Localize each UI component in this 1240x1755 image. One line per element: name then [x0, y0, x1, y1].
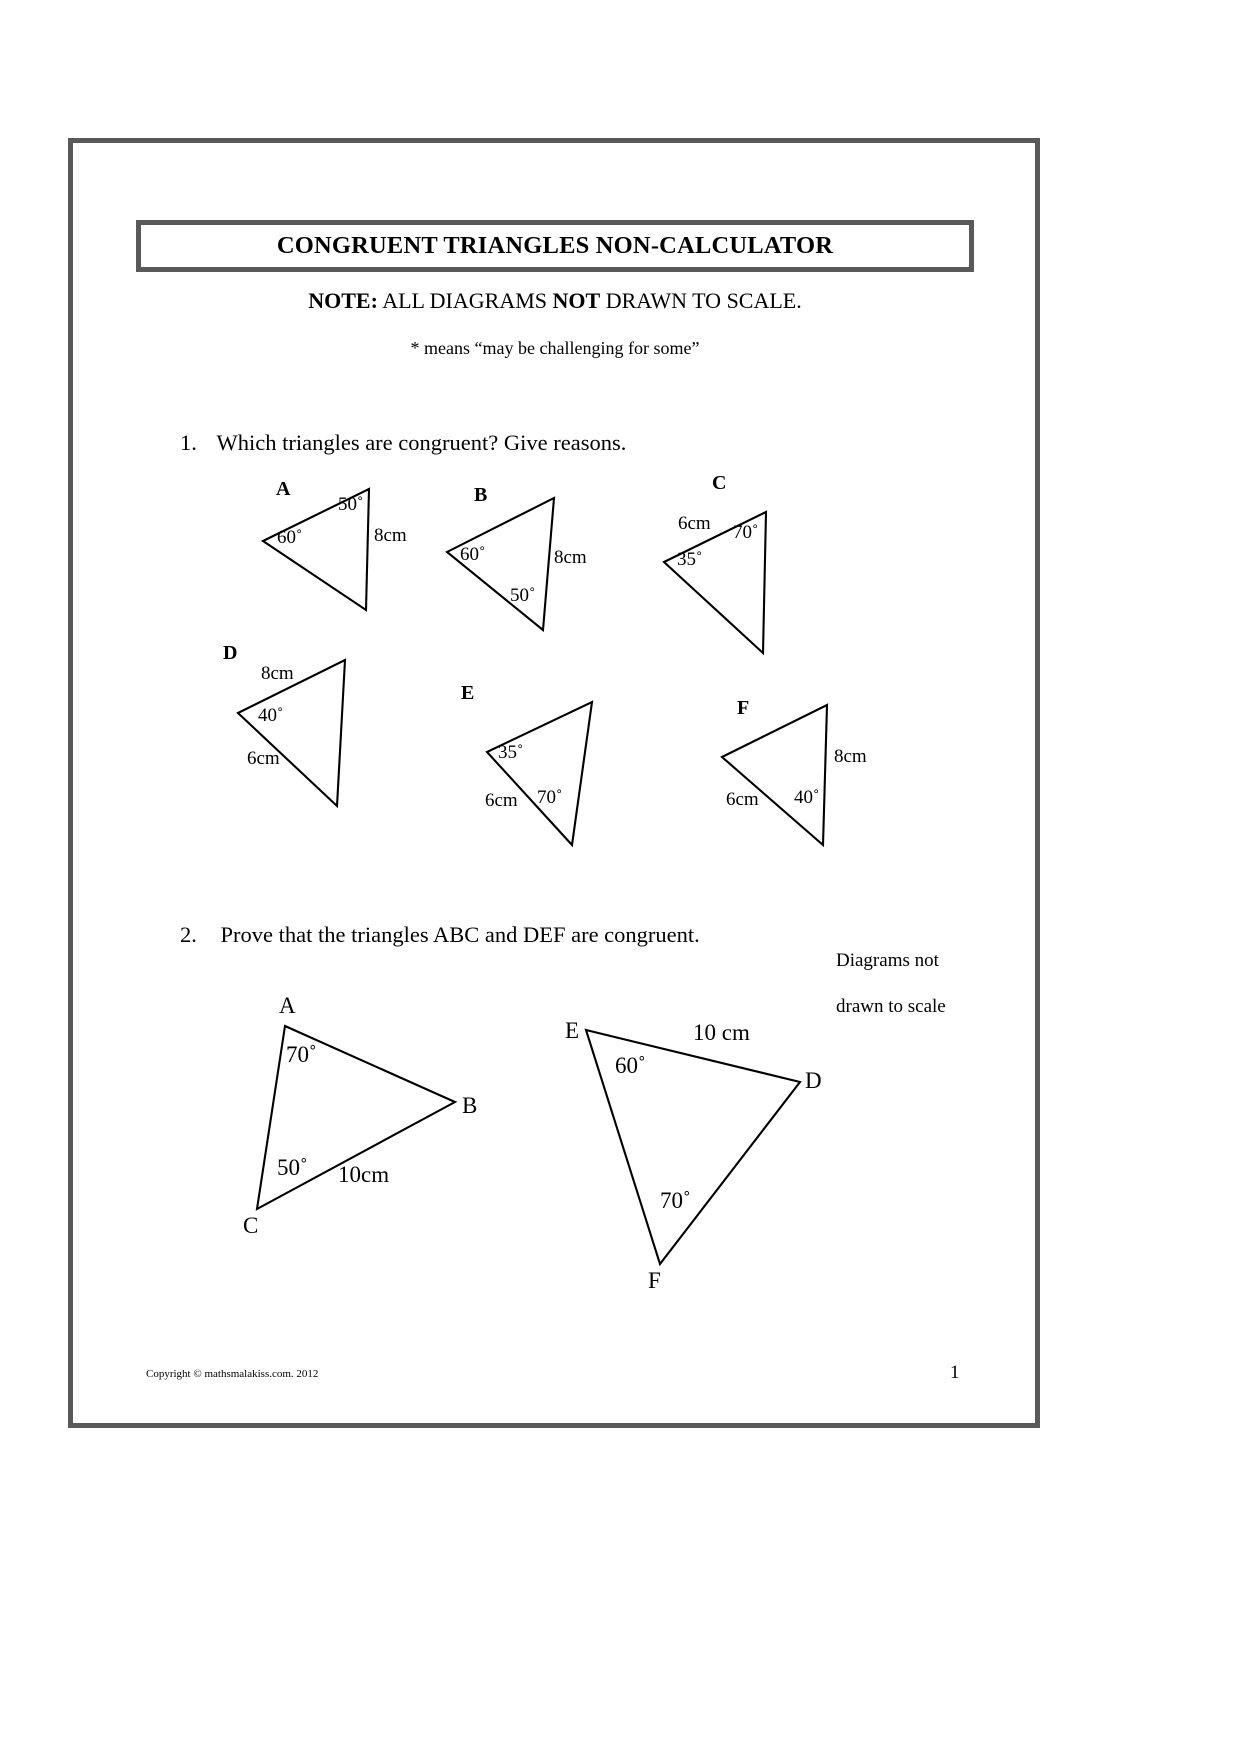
- triangle-b-annotation-2: 50˚: [510, 585, 536, 606]
- vertex-label-f: F: [648, 1268, 661, 1293]
- footer-copyright: Copyright © mathsmalakiss.com. 2012: [146, 1368, 319, 1380]
- page-border: [68, 138, 1040, 1428]
- triangle-e-annotation-2: 70˚: [537, 787, 563, 808]
- triangle-a-annotation-2: 8cm: [374, 525, 407, 546]
- triangle-def-annotation-0: 10 cm: [693, 1020, 750, 1045]
- note-prefix: NOTE:: [308, 288, 378, 313]
- triangle-abc-annotation-2: 10cm: [338, 1162, 390, 1187]
- triangle-c-label: C: [712, 472, 727, 494]
- note-body-second: DRAWN TO SCALE.: [600, 288, 802, 313]
- vertex-label-e: E: [565, 1018, 580, 1043]
- question-1-text: Which triangles are congruent? Give reasons.: [216, 430, 627, 455]
- triangle-c-annotation-2: 35˚: [677, 549, 703, 570]
- triangle-e-annotation-1: 6cm: [485, 790, 518, 811]
- triangle-a-label: A: [276, 478, 291, 500]
- triangle-d-annotation-0: 8cm: [261, 663, 294, 684]
- triangle-def-annotation-2: 70˚: [660, 1188, 691, 1213]
- diagram-note-line-2: drawn to scale: [836, 996, 946, 1017]
- triangle-e-annotation-0: 35˚: [498, 742, 524, 763]
- title-box: [136, 220, 974, 272]
- triangle-f-annotation-2: 40˚: [794, 787, 820, 808]
- question-2: [180, 922, 700, 948]
- triangle-abc-annotation-1: 50˚: [277, 1155, 308, 1180]
- triangle-e-label: E: [461, 682, 475, 704]
- triangle-a-annotation-1: 60˚: [277, 527, 303, 548]
- question-2-number: 2.: [180, 922, 197, 947]
- triangle-f-annotation-1: 6cm: [726, 789, 759, 810]
- triangle-d-annotation-2: 6cm: [247, 748, 280, 769]
- triangle-f-annotation-0: 8cm: [834, 746, 867, 767]
- vertex-label-b: B: [462, 1093, 478, 1118]
- footer-page-number: 1: [950, 1362, 960, 1383]
- triangle-b-annotation-1: 8cm: [554, 547, 587, 568]
- triangle-d-annotation-1: 40˚: [258, 705, 284, 726]
- triangle-b-label: B: [474, 484, 488, 506]
- triangle-c-annotation-0: 6cm: [678, 513, 711, 534]
- vertex-label-a: A: [279, 993, 296, 1018]
- note-body-first: ALL DIAGRAMS: [377, 288, 553, 313]
- triangle-d-label: D: [223, 642, 238, 664]
- triangle-f-label: F: [737, 697, 750, 719]
- question-1-number: 1.: [180, 430, 197, 455]
- diagram-note-line-1: Diagrams not: [836, 950, 939, 971]
- vertex-label-c: C: [243, 1213, 259, 1238]
- note-emphasis: NOT: [552, 288, 601, 313]
- triangle-c-annotation-1: 70˚: [733, 522, 759, 543]
- triangle-abc-annotation-0: 70˚: [286, 1042, 317, 1067]
- page-title: CONGRUENT TRIANGLES NON-CALCULATOR: [276, 232, 834, 259]
- triangle-def-annotation-1: 60˚: [615, 1053, 646, 1078]
- vertex-label-d: D: [805, 1068, 822, 1093]
- question-2-text: Prove that the triangles ABC and DEF are congruent.: [220, 922, 700, 947]
- scale-note: [0, 288, 1110, 314]
- star-note: * means “may be challenging for some”: [410, 338, 700, 358]
- question-1: [180, 430, 626, 456]
- triangle-b-annotation-0: 60˚: [460, 544, 486, 565]
- triangle-a-annotation-0: 50˚: [338, 494, 364, 515]
